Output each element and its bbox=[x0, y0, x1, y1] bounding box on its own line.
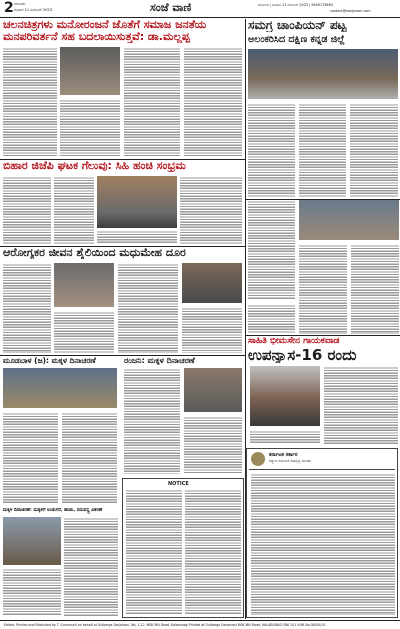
headline-children-day: ಮಕ್ಕಳ ದಿನಾಚರಣೆ: ಮಕ್ಕಳಿಗೆ ಉಡುಗರೆ, ಹಾಡು, ಸಮವಸ್ತ್ರ ವಿತರಣೆ bbox=[3, 508, 103, 513]
column-rule bbox=[245, 19, 246, 619]
story-ranjani bbox=[122, 356, 244, 476]
article-text bbox=[54, 176, 94, 244]
article-text bbox=[250, 430, 320, 444]
article-text bbox=[3, 412, 58, 504]
article-text bbox=[351, 244, 399, 334]
government-ad bbox=[246, 448, 398, 618]
tender-text bbox=[251, 473, 395, 615]
story-health bbox=[0, 247, 244, 355]
section-rule bbox=[0, 246, 245, 247]
gov-subtitle: ಕಲ್ಯಾಣ ಕರ್ನಾಟಕ ಅಭಿವೃದ್ಧಿ ಮಂಡಳಿ bbox=[269, 459, 312, 463]
headline-ranjani: ರಂಜನಿ: ಮಕ್ಕಳ ದಿನಾಚರಣೆ bbox=[124, 356, 195, 365]
article-text bbox=[118, 263, 178, 353]
story-children-day bbox=[0, 508, 120, 618]
article-text bbox=[248, 304, 295, 334]
story-bihar bbox=[0, 160, 244, 246]
section-rule bbox=[0, 159, 245, 160]
ranjani-photo bbox=[184, 368, 242, 412]
article-text bbox=[60, 99, 120, 157]
gift-photo bbox=[3, 517, 61, 565]
imprint: Edited, Printed and Published by T. Gurumurti on behalf of Gulbarga Sanjevani, No. 1-12, MSK Mill Road, Kalaburagi Printed at Gulbarga Sanjevani MSK Mill Road, KALABURAGI RNI 101 0/98 No.GK/00/10 bbox=[4, 622, 326, 627]
article-text bbox=[299, 103, 346, 197]
gov-title: ಕರ್ನಾಟಕ ಸರ್ಕಾರ bbox=[269, 452, 298, 458]
story-mudabala bbox=[0, 356, 120, 506]
article-text bbox=[184, 47, 242, 157]
article-text bbox=[3, 568, 61, 616]
article-text bbox=[182, 307, 242, 353]
article-text bbox=[248, 200, 295, 300]
notice-title: NOTICE bbox=[168, 481, 189, 487]
article-text bbox=[3, 263, 51, 353]
article-text bbox=[248, 103, 295, 197]
health-photo bbox=[54, 263, 114, 307]
masthead-email: contact@sanjevani.com bbox=[330, 9, 371, 13]
headline-upanyasa: ಉಪನ್ಯಾಸ-16 ರಂದು bbox=[248, 347, 357, 363]
headline-champion-1: ಸಮಗ್ರ ಚಾಂಪಿಯನ್ ಪಟ್ಟ bbox=[248, 19, 347, 32]
event-photo bbox=[299, 200, 399, 240]
headline-bihar: ಬಿಹಾರ ಜಿಜೆಪಿ ಘಟಕ ಗೆಲುವು: ಸಿಹಿ ಹಂಚಿ ಸಂಭ್ರಮ bbox=[3, 160, 186, 172]
headline-mudabala: ಮೂಡಬಾಳ (ಜ): ಮಕ್ಕಳ ದಿನಾಚರಣೆ bbox=[3, 356, 96, 365]
article-text bbox=[3, 176, 51, 244]
headline-film-2: ಮನಪರಿವರ್ತನೆ ಸಹ ಬದಲಾಯಿಸುತ್ತವೆ: ಡಾ.ಮಲ್ಲಪ್ಪ bbox=[3, 31, 190, 43]
headline-health: ಆರೋಗ್ಯಕರ ಜೀವನ ಶೈಲಿಯಿಂದ ಮಧುಮೇಹ ದೂರ bbox=[3, 247, 186, 259]
portrait-photo bbox=[250, 366, 320, 426]
article-text bbox=[124, 47, 180, 157]
story-film bbox=[0, 19, 244, 159]
article-text bbox=[64, 517, 118, 616]
team-photo bbox=[248, 49, 398, 99]
section-rule bbox=[246, 199, 400, 200]
story-photo bbox=[60, 47, 120, 95]
article-text bbox=[184, 416, 242, 474]
article-text bbox=[324, 366, 398, 444]
children-photo bbox=[3, 368, 117, 408]
story-champion bbox=[246, 19, 400, 199]
page-number: 2 bbox=[4, 1, 14, 15]
headline-sahitya: ಸಾಹಿತಿ ಭೀಮಸೇನ ಗಾಯಕವಾಡ bbox=[248, 336, 340, 346]
emblem-icon bbox=[251, 452, 265, 466]
health-photo-2 bbox=[182, 263, 242, 303]
divider bbox=[249, 469, 395, 470]
article-text bbox=[3, 47, 57, 157]
article-text bbox=[97, 230, 177, 244]
masthead bbox=[0, 0, 400, 18]
celebration-photo bbox=[97, 176, 177, 228]
article-text bbox=[299, 244, 347, 334]
story-sahitya bbox=[246, 336, 400, 446]
article-text bbox=[350, 103, 398, 197]
masthead-meta: ಕಲಬುರಗಿ | ಶನಿವಾರ 11 ನವೆಂಬರ್ 2023 | 9449175863 bbox=[258, 3, 333, 7]
section-rule bbox=[0, 355, 245, 356]
masthead-city: ಕಲಬುರಗಿ bbox=[14, 2, 26, 6]
article-text bbox=[180, 176, 242, 244]
headline-film-1: ಚಲನಚಿತ್ರಗಳು ಮನೋರಂಜನೆ ಜೊತೆಗೆ ಸಮಾಜ ಜನತೆಯ bbox=[3, 19, 207, 31]
masthead-date: ಶನಿವಾರ 11 ನವೆಂಬರ್ 2023 bbox=[14, 8, 53, 12]
masthead-title: ಸಂಜೆ ವಾಣಿ bbox=[150, 2, 192, 14]
section-rule bbox=[246, 335, 400, 336]
article-text bbox=[62, 412, 117, 504]
article-text bbox=[124, 368, 180, 474]
article-text bbox=[54, 311, 114, 353]
headline-champion-2: ಅಲಂಕರಿಸಿದ ದಕ್ಷಿಣ ಕನ್ನಡ ಜಿಲ್ಲೆ bbox=[248, 34, 345, 45]
footer bbox=[0, 620, 400, 629]
notice-ad bbox=[122, 478, 244, 618]
